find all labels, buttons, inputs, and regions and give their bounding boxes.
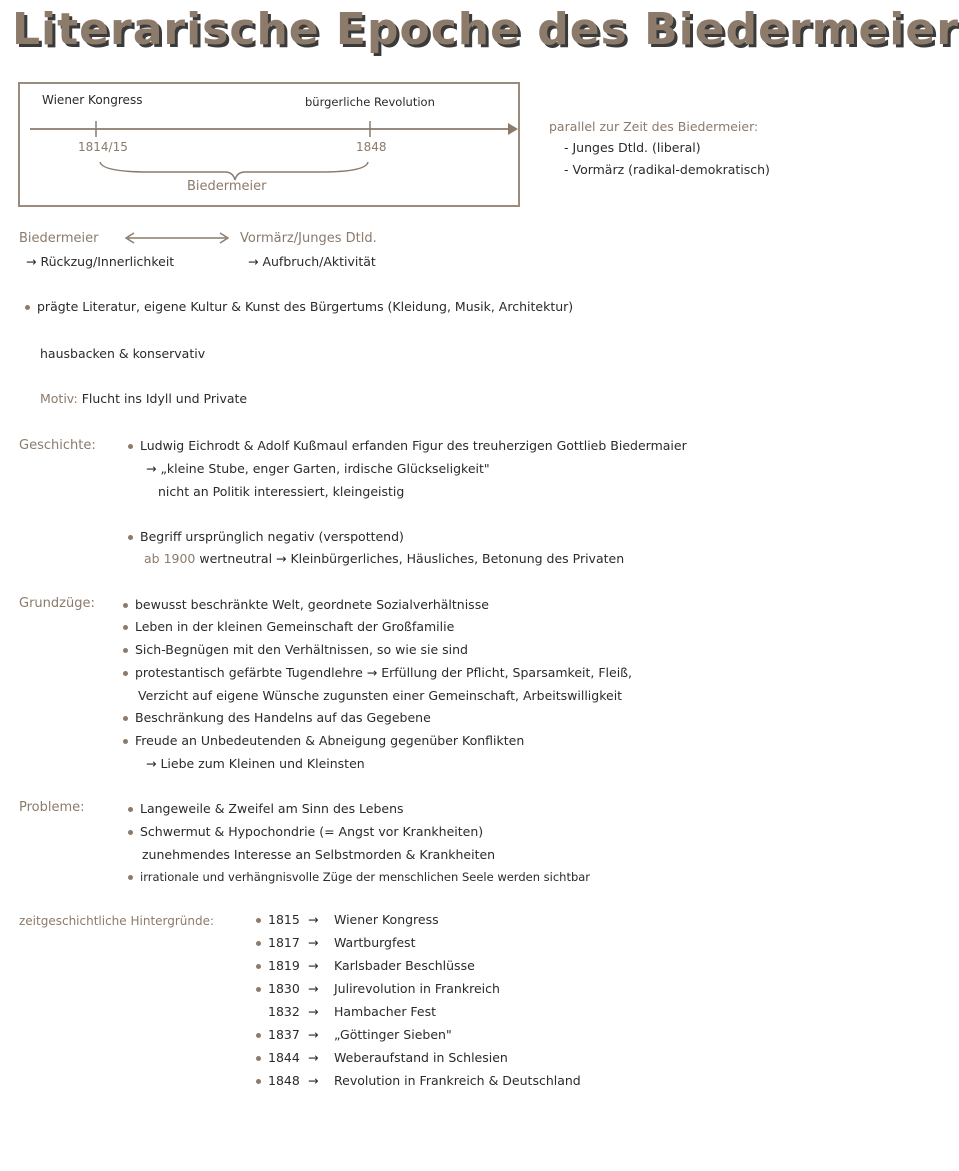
hintergrund-item <box>256 1050 508 1065</box>
hintergrund-event: Karlsbader Beschlüsse <box>334 958 475 973</box>
timeline-date-right: 1848 <box>356 140 387 154</box>
hintergrund-event: Revolution in Frankreich & Deutschland <box>334 1073 581 1088</box>
timeline-brace <box>100 162 368 180</box>
intro-bullet-text: prägte Literatur, eigene Kultur & Kunst des Bürgertums (Kleidung, Musik, Architektur) <box>37 299 574 314</box>
bullet-dot <box>256 1056 261 1061</box>
geschichte-b2-text: Begriff ursprünglich negativ (verspottend) <box>140 529 404 544</box>
hintergrund-item <box>256 981 500 996</box>
arrow-icon: → <box>308 935 319 950</box>
timeline-span-label: Biedermeier <box>187 179 267 194</box>
hintergrund-event: Wartburgfest <box>334 935 416 950</box>
motiv-text: Flucht ins Idyll und Private <box>81 391 248 406</box>
hintergrund-year: 1815 <box>268 912 300 927</box>
grundzuege-item: Freude an Unbedeutenden & Abneigung gegenüber Konflikten <box>123 733 524 748</box>
geschichte-bullet <box>128 529 404 544</box>
motiv-line <box>40 391 247 406</box>
probleme-bullet: Langeweile & Zweifel am Sinn des Lebens <box>128 801 404 816</box>
hintergrund-event: „Göttinger Sieben" <box>334 1027 452 1042</box>
geschichte-label: Geschichte: <box>19 438 96 453</box>
hintergrund-item <box>256 912 439 927</box>
hintergrund-event: Julirevolution in Frankreich <box>334 981 500 996</box>
bullet-dot <box>256 918 261 923</box>
bullet-dot <box>25 305 30 310</box>
bullet-dot <box>123 603 128 608</box>
timeline-date-left: 1814/15 <box>78 140 128 154</box>
arrow-icon: → <box>308 1050 319 1065</box>
timeline-event-right: bürgerliche Revolution <box>305 95 435 109</box>
grundzuege-item: protestantisch gefärbte Tugendlehre → Erfüllung der Pflicht, Sparsamkeit, Fleiß, <box>123 665 632 680</box>
hintergrund-year: 1817 <box>268 935 300 950</box>
arrow-icon: → <box>308 981 319 996</box>
geschichte-b2-text2: wertneutral → Kleinbürgerliches, Häusliches, Betonung des Privaten <box>199 551 625 566</box>
geschichte-bullet <box>128 438 687 453</box>
bullet-dot <box>128 830 133 835</box>
bullet-dot <box>123 739 128 744</box>
bullet-dot <box>123 671 128 676</box>
bullet-dot <box>128 444 133 449</box>
timeline-arrowhead <box>508 123 518 135</box>
contrast-right-sub: → Aufbruch/Aktivität <box>248 254 376 269</box>
probleme-bullet: irrationale und verhängnisvolle Züge der menschlichen Seele werden sichtbar <box>128 870 590 884</box>
bullet-dot <box>256 1079 261 1084</box>
hintergrund-item <box>256 1004 436 1019</box>
parallel-item: - Junges Dtld. (liberal) <box>564 140 701 155</box>
geschichte-b2-year: ab 1900 <box>144 551 196 566</box>
contrast-right: Vormärz/Junges Dtld. <box>240 231 377 246</box>
grundzuege-item: bewusst beschränkte Welt, geordnete Sozialverhältnisse <box>123 597 489 612</box>
arrow-icon: → <box>308 1027 319 1042</box>
bullet-dot <box>123 648 128 653</box>
hintergrund-year: 1837 <box>268 1027 300 1042</box>
geschichte-b1-line3: nicht an Politik interessiert, kleingeistig <box>158 484 405 499</box>
hintergrund-year: 1832 <box>268 1004 300 1019</box>
hintergrund-item <box>256 1027 452 1042</box>
bullet-dot <box>123 625 128 630</box>
hintergrund-year: 1844 <box>268 1050 300 1065</box>
motiv-label: Motiv: <box>40 391 78 406</box>
page-title: Literarische Epoche des Biedermeier <box>12 4 959 55</box>
grundzuege-item-cont: Verzicht auf eigene Wünsche zugunsten einer Gemeinschaft, Arbeitswilligkeit <box>138 688 623 703</box>
hintergrund-event: Hambacher Fest <box>334 1004 437 1019</box>
arrow-icon: → <box>308 958 319 973</box>
grundzuege-item: Leben in der kleinen Gemeinschaft der Großfamilie <box>123 619 454 634</box>
hintergrund-item <box>256 935 415 950</box>
intro-line2: hausbacken & konservativ <box>40 346 206 361</box>
arrow-icon: → <box>308 1073 319 1088</box>
hintergrund-item <box>256 1073 581 1088</box>
parallel-item: - Vormärz (radikal-demokratisch) <box>564 162 770 177</box>
probleme-bullet: Schwermut & Hypochondrie (= Angst vor Krankheiten) <box>128 824 483 839</box>
contrast-left-sub: → Rückzug/Innerlichkeit <box>26 254 175 269</box>
geschichte-b2-line2 <box>144 551 624 566</box>
bullet-dot <box>256 941 261 946</box>
timeline-event-left: Wiener Kongress <box>42 93 143 107</box>
intro-bullet <box>25 299 573 314</box>
hintergrund-year: 1848 <box>268 1073 300 1088</box>
grundzuege-item: Beschränkung des Handelns auf das Gegebene <box>123 710 431 725</box>
arrow-icon: → <box>308 1004 319 1019</box>
parallel-heading: parallel zur Zeit des Biedermeier: <box>549 119 759 134</box>
bullet-dot <box>256 1033 261 1038</box>
bullet-dot <box>256 987 261 992</box>
bullet-dot <box>256 964 261 969</box>
arrow-icon: → <box>308 912 319 927</box>
grundzuege-item: Sich-Begnügen mit den Verhältnissen, so wie sie sind <box>123 642 468 657</box>
bullet-dot <box>128 875 133 880</box>
hintergrund-label: zeitgeschichtliche Hintergründe: <box>19 914 215 928</box>
probleme-label: Probleme: <box>19 800 85 815</box>
contrast-left: Biedermeier <box>19 231 99 246</box>
geschichte-b1-line2: → „kleine Stube, enger Garten, irdische Glückseligkeit" <box>146 461 490 476</box>
bullet-dot <box>128 535 133 540</box>
grundzuege-label: Grundzüge: <box>19 596 95 611</box>
hintergrund-event: Weberaufstand in Schlesien <box>334 1050 508 1065</box>
hintergrund-year: 1819 <box>268 958 300 973</box>
hintergrund-year: 1830 <box>268 981 300 996</box>
grundzuege-item-cont: → Liebe zum Kleinen und Kleinsten <box>146 756 365 771</box>
bullet-dot <box>128 807 133 812</box>
bullet-dot <box>123 716 128 721</box>
geschichte-b1-text: Ludwig Eichrodt & Adolf Kußmaul erfanden Figur des treuherzigen Gottlieb Biedermaier <box>140 438 687 453</box>
hintergrund-item <box>256 958 475 973</box>
probleme-b2-line2: zunehmendes Interesse an Selbstmorden & Krankheiten <box>142 847 496 862</box>
hintergrund-event: Wiener Kongress <box>334 912 439 927</box>
